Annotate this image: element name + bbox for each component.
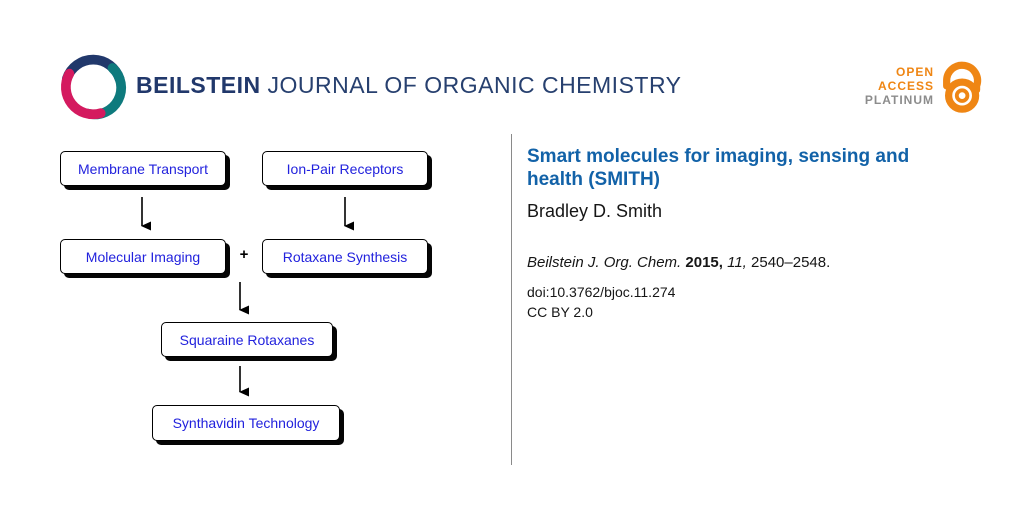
flowchart-box-synthavidin-technology xyxy=(152,405,340,441)
open-access-line-open: OPEN xyxy=(895,65,934,79)
plus-sign: + xyxy=(239,246,249,263)
beilstein-swirl-logo-icon xyxy=(54,48,132,126)
flowchart-box-label: Ion-Pair Receptors xyxy=(286,160,404,177)
citation-volume: 11, xyxy=(727,254,747,271)
article-license: CC BY 2.0 xyxy=(527,304,593,320)
journal-wordmark xyxy=(136,72,682,104)
logo-arc-teal xyxy=(88,68,121,114)
citation-journal: Beilstein J. Org. Chem. xyxy=(527,254,682,271)
citation-year: 2015, xyxy=(685,254,723,271)
flowchart-box-label: Molecular Imaging xyxy=(85,248,201,265)
flowchart-box-label: Membrane Transport xyxy=(78,160,208,177)
journal-name: JOURNAL OF ORGANIC CHEMISTRY xyxy=(267,72,682,98)
citation-pages: 2540–2548. xyxy=(751,254,831,271)
article-title: Smart molecules for imaging, sensing and health (SMITH) xyxy=(527,146,910,190)
open-access-label xyxy=(865,65,934,107)
article-citation xyxy=(527,254,987,271)
flowchart-box-membrane-transport xyxy=(60,151,226,186)
flowchart-box-label: Squaraine Rotaxanes xyxy=(179,331,315,348)
flowchart-box-molecular-imaging xyxy=(60,239,226,274)
article-author: Bradley D. Smith xyxy=(527,201,663,221)
logo-arc-pink xyxy=(66,74,101,115)
vertical-divider xyxy=(511,134,512,465)
flowchart-box-label: Rotaxane Synthesis xyxy=(282,248,408,265)
open-access-line-access: ACCESS xyxy=(877,79,934,93)
open-lock-icon xyxy=(938,58,992,114)
flowchart-box-squaraine-rotaxanes xyxy=(161,322,333,357)
open-access-line-platinum: PLATINUM xyxy=(864,93,934,107)
flowchart-box-ion-pair-receptors xyxy=(262,151,428,186)
flowchart-box-label: Synthavidin Technology xyxy=(172,415,320,431)
open-access-badge xyxy=(865,58,992,114)
flowchart-box-rotaxane-synthesis xyxy=(262,239,428,274)
brand-name: BEILSTEIN xyxy=(136,72,261,98)
article-doi: doi:10.3762/bjoc.11.274 xyxy=(527,284,676,300)
